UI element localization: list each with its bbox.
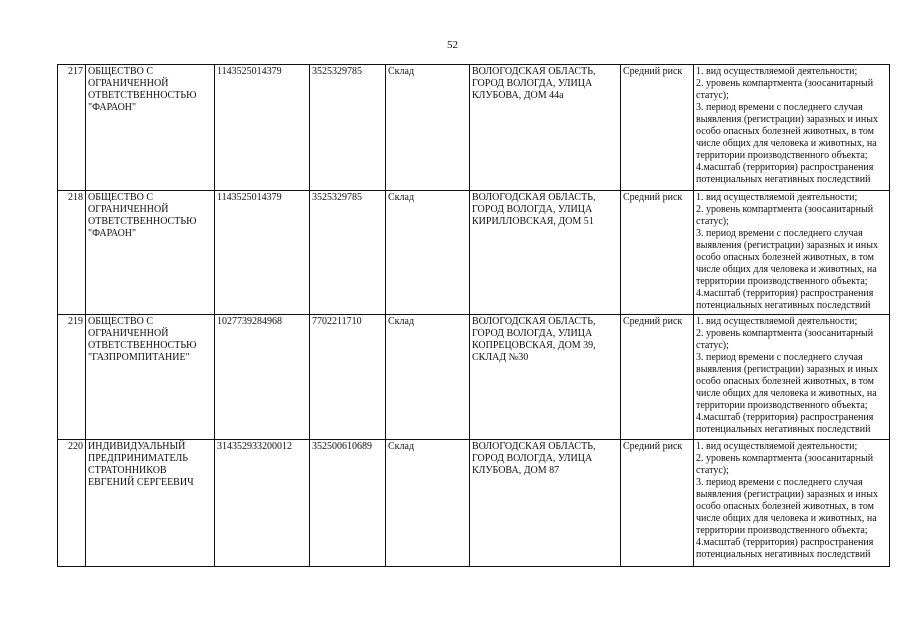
criterion-3: 3. период времени с последнего случая выявления (регистрации) заразных и иных особо опасных болезней животных, в том числе общих для человека и животных, на территории производственного объекта;	[696, 477, 878, 536]
object-type-cell: Склад	[386, 191, 470, 315]
organization-name: ОБЩЕСТВО С ОГРАНИЧЕННОЙ ОТВЕТСТВЕННОСТЬЮ "ФАРАОН"	[86, 65, 215, 191]
criterion-1: 1. вид осуществляемой деятельности;	[696, 441, 858, 452]
risk-category-cell: Средний риск	[621, 315, 694, 440]
page-number: 52	[447, 39, 458, 51]
entrepreneur-name: ИНДИВИДУАЛЬНЫЙ ПРЕДПРИНИМАТЕЛЬ СТРАТОННИКОВ ЕВГЕНИЙ СЕРГЕЕВИЧ	[86, 440, 215, 567]
criterion-1: 1. вид осуществляемой деятельности;	[696, 316, 858, 327]
risk-criteria-cell	[694, 440, 890, 567]
row-number: 218	[58, 191, 86, 315]
row-number: 220	[58, 440, 86, 567]
criterion-1: 1. вид осуществляемой деятельности;	[696, 192, 858, 203]
criterion-3: 3. период времени с последнего случая выявления (регистрации) заразных и иных особо опасных болезней животных, в том числе общих для человека и животных, на территории производственного объекта;	[696, 352, 878, 411]
criterion-3: 3. период времени с последнего случая выявления (регистрации) заразных и иных особо опасных болезней животных, в том числе общих для человека и животных, на территории производственного объекта;	[696, 228, 878, 287]
criterion-2: 2. уровень компартмента (зоосанитарный статус);	[696, 78, 874, 101]
registry-table	[57, 64, 890, 567]
ogrn-cell: 1143525014379	[215, 191, 310, 315]
criterion-2: 2. уровень компартмента (зоосанитарный статус);	[696, 453, 874, 476]
row-number: 219	[58, 315, 86, 440]
risk-category-cell: Средний риск	[621, 191, 694, 315]
inn-cell: 7702211710	[310, 315, 386, 440]
criterion-4: 4.масштаб (территория) распространения потенциальных негативных последствий	[696, 162, 874, 185]
risk-criteria-cell	[694, 65, 890, 191]
object-type-cell: Склад	[386, 65, 470, 191]
table-row	[58, 315, 890, 440]
risk-category-cell: Средний риск	[621, 440, 694, 567]
risk-criteria-cell	[694, 191, 890, 315]
row-number: 217	[58, 65, 86, 191]
address-cell: ВОЛОГОДСКАЯ ОБЛАСТЬ, ГОРОД ВОЛОГДА, УЛИЦА КОПРЕЦОВСКАЯ, ДОМ 39, СКЛАД №30	[470, 315, 621, 440]
inn-cell: 352500610689	[310, 440, 386, 567]
risk-category-cell: Средний риск	[621, 65, 694, 191]
criterion-4: 4.масштаб (территория) распространения потенциальных негативных последствий	[696, 537, 874, 560]
criterion-4: 4.масштаб (территория) распространения потенциальных негативных последствий	[696, 412, 874, 435]
criterion-4: 4.масштаб (территория) распространения потенциальных негативных последствий	[696, 288, 874, 311]
table-row	[58, 65, 890, 191]
table-row	[58, 191, 890, 315]
organization-name: ОБЩЕСТВО С ОГРАНИЧЕННОЙ ОТВЕТСТВЕННОСТЬЮ "ФАРАОН"	[86, 191, 215, 315]
inn-cell: 3525329785	[310, 191, 386, 315]
address-cell: ВОЛОГОДСКАЯ ОБЛАСТЬ, ГОРОД ВОЛОГДА, УЛИЦА КЛУБОВА, ДОМ 44а	[470, 65, 621, 191]
inn-cell: 3525329785	[310, 65, 386, 191]
organization-name: ОБЩЕСТВО С ОГРАНИЧЕННОЙ ОТВЕТСТВЕННОСТЬЮ "ГАЗПРОМПИТАНИЕ"	[86, 315, 215, 440]
ogrn-cell: 1143525014379	[215, 65, 310, 191]
ogrn-cell: 1027739284968	[215, 315, 310, 440]
address-cell: ВОЛОГОДСКАЯ ОБЛАСТЬ, ГОРОД ВОЛОГДА, УЛИЦА КИРИЛЛОВСКАЯ, ДОМ 51	[470, 191, 621, 315]
risk-criteria-cell	[694, 315, 890, 440]
ogrn-cell: 314352933200012	[215, 440, 310, 567]
address-cell: ВОЛОГОДСКАЯ ОБЛАСТЬ, ГОРОД ВОЛОГДА, УЛИЦА КЛУБОВА, ДОМ 87	[470, 440, 621, 567]
object-type-cell: Склад	[386, 440, 470, 567]
criterion-2: 2. уровень компартмента (зоосанитарный статус);	[696, 204, 874, 227]
criterion-3: 3. период времени с последнего случая выявления (регистрации) заразных и иных особо опасных болезней животных, в том числе общих для человека и животных, на территории производственного объекта;	[696, 102, 878, 161]
criterion-1: 1. вид осуществляемой деятельности;	[696, 66, 858, 77]
object-type-cell: Склад	[386, 315, 470, 440]
criterion-2: 2. уровень компартмента (зоосанитарный статус);	[696, 328, 874, 351]
table-row	[58, 440, 890, 567]
